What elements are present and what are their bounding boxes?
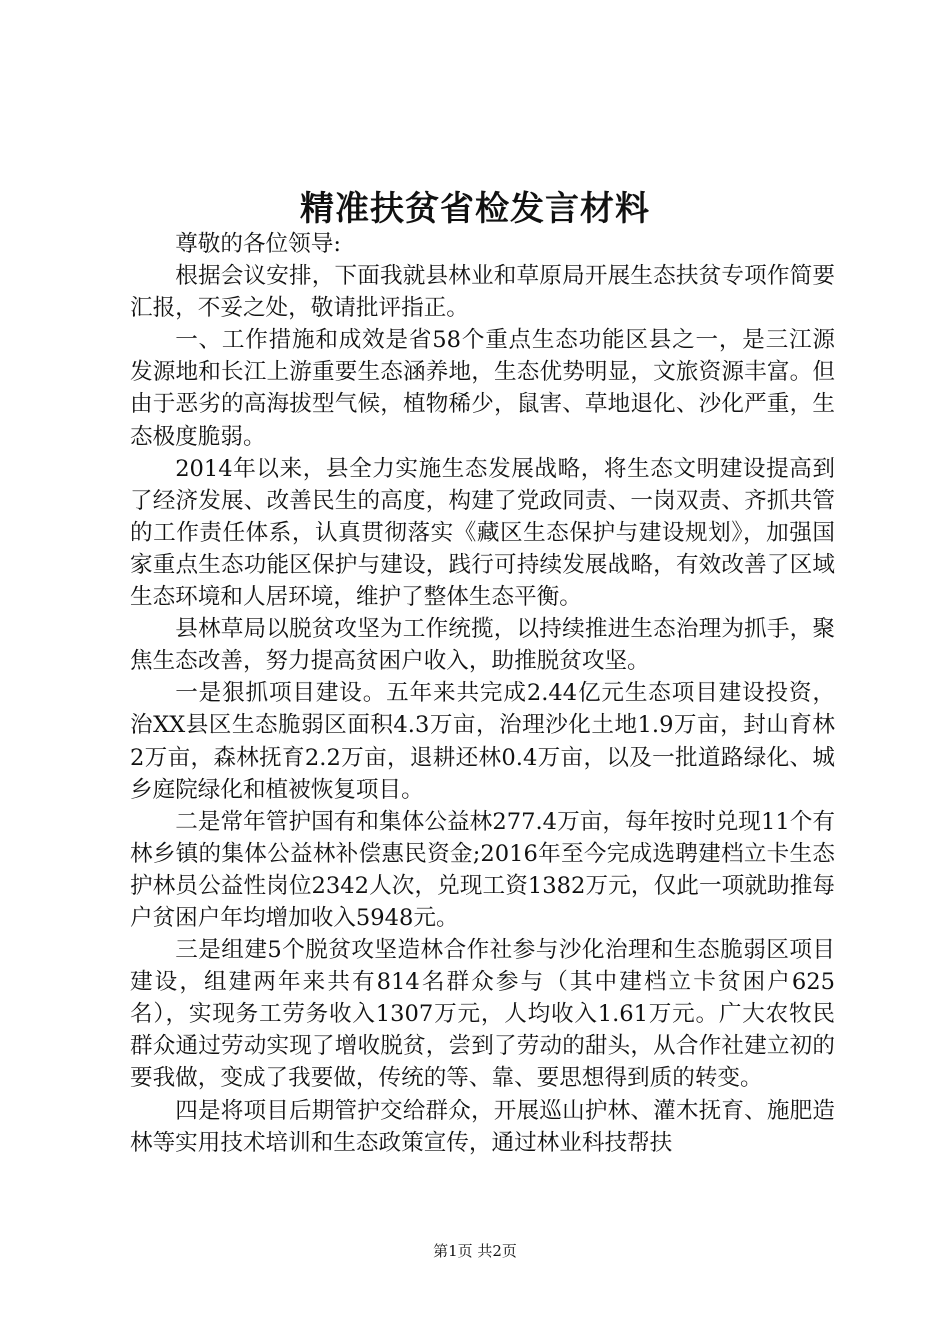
- paragraph-point-three: 三是组建5个脱贫攻坚造林合作社参与沙化治理和生态脆弱区项目建设，组建两年来共有814名群众参与（其中建档立卡贫困户625名），实现务工劳务收入1307万元，人均收入1.61万元。广大农牧民群众通过劳动实现了增收脱贫，尝到了劳动的甜头，从合作社建立初的要我做，变成了我要做，传统的等、靠、要思想得到质的转变。: [130, 937, 835, 1092]
- paragraph-salutation: 尊敬的各位领导:: [175, 231, 341, 257]
- document-body: [130, 228, 835, 1159]
- paragraph-point-four: 四是将项目后期管护交给群众，开展巡山护林、灌木抚育、施肥造林等实用技术培训和生态政策宣传，通过林业科技帮扶: [130, 1097, 835, 1156]
- paragraph-point-one: 一是狠抓项目建设。五年来共完成2.44亿元生态项目建设投资，治XX县区生态脆弱区面积4.3万亩，治理沙化土地1.9万亩，封山育林2万亩，森林抚育2.2万亩，退耕还林0.4万亩，以及一批道路绿化、城乡庭院绿化和植被恢复项目。: [130, 680, 835, 803]
- paragraph-measures: 一、工作措施和成效是省58个重点生态功能区县之一，是三江源发源地和长江上游重要生态涵养地，生态优势明显，文旅资源丰富。但由于恶劣的高海拔型气候，植物稀少，鼠害、草地退化、沙化严重，生态极度脆弱。: [130, 327, 835, 450]
- paragraph-forestry-bureau: 县林草局以脱贫攻坚为工作统揽，以持续推进生态治理为抓手，聚焦生态改善，努力提高贫困户收入，助推脱贫攻坚。: [130, 616, 835, 675]
- paragraph-point-two: 二是常年管护国有和集体公益林277.4万亩，每年按时兑现11个有林乡镇的集体公益林补偿惠民资金;2016年至今完成选聘建档立卡生态护林员公益性岗位2342人次，兑现工资1382万元，仅此一项就助推每户贫困户年均增加收入5948元。: [130, 808, 835, 931]
- page-footer: 第1页 共2页: [433, 1242, 517, 1260]
- paragraph-since-2014: 2014年以来，县全力实施生态发展战略，将生态文明建设提高到了经济发展、改善民生的高度，构建了党政同责、一岗双责、齐抓共管的工作责任体系，认真贯彻落实《藏区生态保护与建设规划》，加强国家重点生态功能区保护与建设，践行可持续发展战略，有效改善了区域生态环境和人居环境，维护了整体生态平衡。: [130, 455, 835, 611]
- document-title: 精准扶贫省检发言材料: [300, 189, 650, 229]
- paragraph-intro: 根据会议安排，下面我就县林业和草原局开展生态扶贫专项作简要汇报，不妥之处，敬请批评指正。: [130, 263, 835, 322]
